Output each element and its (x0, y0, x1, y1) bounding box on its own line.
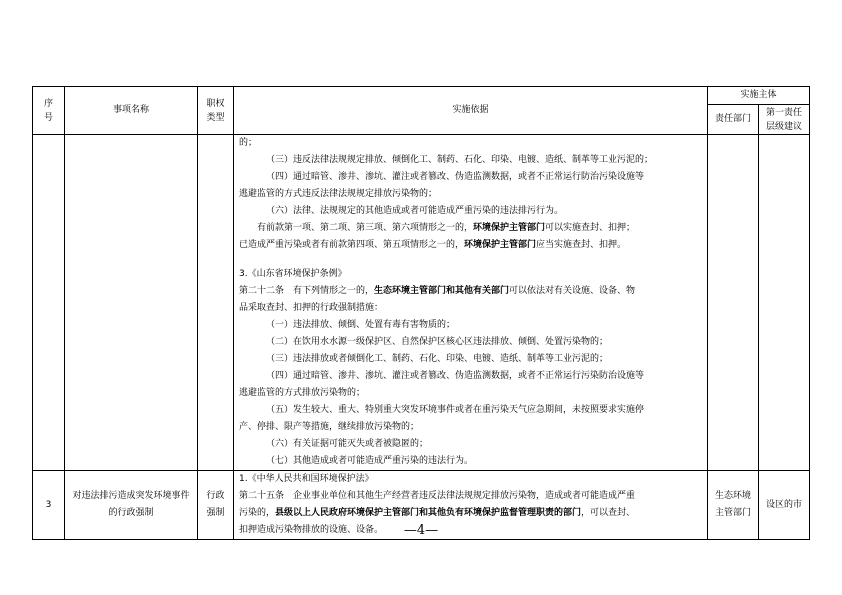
basis-cell-continued (234, 135, 708, 471)
continued-dept-cell (708, 135, 759, 471)
basis-text: （三）违反法律法规规定排放、倾倒化工、制药、石化、印染、电镀、造纸、制革等工业污泥的； (266, 155, 654, 165)
basis-text: （四）通过暗管、渗井、渗坑、灌注或者篡改、伪造监测数据，或者不正常运行污染防治设施等 (266, 371, 645, 381)
basis-line (239, 152, 703, 169)
basis-text: （一）违法排放、倾倒、处置有毒有害物质的； (266, 320, 456, 330)
basis-text: 应当实施查封、扣押。 (536, 240, 627, 250)
basis-text: ，可以查封、 (581, 508, 636, 518)
basis-line (239, 385, 703, 402)
basis-line (239, 283, 703, 300)
basis-text: 可以依法对有关设施、设备、物 (509, 286, 636, 296)
basis-text: 逃避监管的方式违反法律法规规定排放污染物的； (239, 189, 438, 199)
basis-line (239, 436, 703, 453)
basis-emphasis: 县级以上人民政府环境保护主管部门和其他负有环境保护监督管理职责的部门 (275, 508, 582, 518)
row-first-level: 设区的市 (759, 471, 810, 540)
basis-line (239, 203, 703, 220)
header-first-level: 第一责任 层级建议 (759, 105, 810, 135)
basis-line (239, 368, 703, 385)
basis-text: 的； (239, 138, 258, 148)
basis-line (239, 220, 703, 237)
header-basis: 实施依据 (234, 87, 708, 135)
row-item-name: 对违法排污造成突发环境事件的行政强制 (65, 471, 198, 540)
basis-text: 产、停排、限产等措施，继续排放污染物的； (239, 422, 420, 432)
basis-line (239, 186, 703, 203)
basis-line (239, 505, 703, 522)
basis-text: （三）违法排放或者倾倒化工、制药、石化、印染、电镀、造纸、制革等工业污泥的； (266, 354, 609, 364)
basis-text: 有前款第一项、第二项、第三项、第六项情形之一的， (257, 223, 474, 233)
basis-text: （二）在饮用水水源一级保护区、自然保护区核心区违法排放、倾倒、处置污染物的； (266, 337, 609, 347)
page-number: —4— (403, 523, 439, 538)
basis-emphasis: 环境保护主管部门 (473, 223, 546, 233)
basis-text: （七）其他造成或者可能造成严重污染的违法行为。 (266, 456, 474, 466)
basis-text: 3.《山东省环境保护条例》 (239, 269, 347, 279)
basis-text: 扣押造成污染物排放的设施、设备。 (239, 525, 384, 535)
continued-name-cell (65, 135, 198, 471)
basis-line (239, 419, 703, 436)
basis-text: 污染的， (239, 508, 276, 518)
basis-line (239, 266, 703, 283)
row-seq: 3 (33, 471, 65, 540)
enforcement-items-table (32, 86, 810, 540)
basis-text: 可以实施查封、扣押； (545, 223, 636, 233)
basis-line (239, 169, 703, 186)
basis-emphasis: 环境保护主管部门 (464, 240, 537, 250)
basis-text: （六）有关证据可能灭失或者被隐匿的； (266, 439, 429, 449)
basis-line (239, 351, 703, 368)
basis-text: 第二十五条 企业事业单位和其他生产经营者违反法律法规规定排放污染物，造成或者可能造成严重 (239, 491, 636, 501)
continued-level-cell (759, 135, 810, 471)
basis-text: 品采取查封、扣押的行政强制措施： (239, 303, 384, 313)
table-row (33, 135, 810, 471)
header-seq: 序 号 (33, 87, 65, 135)
header-authority-type: 职权 类型 (198, 87, 234, 135)
basis-text: 1.《中华人民共和国环境保护法》 (239, 474, 374, 484)
basis-line (239, 453, 703, 470)
basis-text: 第二十二条 有下列情形之一的， (239, 286, 375, 296)
basis-emphasis: 生态环境主管部门和其他有关部门 (374, 286, 510, 296)
header-subject: 实施主体 (708, 87, 810, 105)
basis-line (239, 402, 703, 419)
basis-line (239, 237, 703, 254)
basis-line (239, 488, 703, 505)
basis-line (239, 135, 703, 152)
basis-text: （六）法律、法规规定的其他造成或者可能造成严重污染的违法排污行为。 (266, 206, 564, 216)
continued-type-cell (198, 135, 234, 471)
basis-text: （四）通过暗管、渗井、渗坑、灌注或者篡改、伪造监测数据，或者不正常运行防治污染设施等 (266, 172, 645, 182)
basis-line (239, 334, 703, 351)
basis-line (239, 300, 703, 317)
basis-text: （五）发生较大、重大、特别重大突发环境事件或者在重污染天气应急期间，未按照要求实施停 (266, 405, 645, 415)
row-authority-type: 行政 强制 (198, 471, 234, 540)
header-responsible-dept: 责任部门 (708, 105, 759, 135)
basis-text: 已造成严重污染或者有前款第四项、第五项情形之一的， (239, 240, 465, 250)
basis-line (239, 254, 703, 266)
continued-seq-cell (33, 135, 65, 471)
basis-line (239, 471, 703, 488)
header-item-name: 事项名称 (65, 87, 198, 135)
row-responsible-dept: 生态环境 主管部门 (708, 471, 759, 540)
basis-line (239, 317, 703, 334)
basis-text: 逃避监管的方式排放污染物的； (239, 388, 366, 398)
